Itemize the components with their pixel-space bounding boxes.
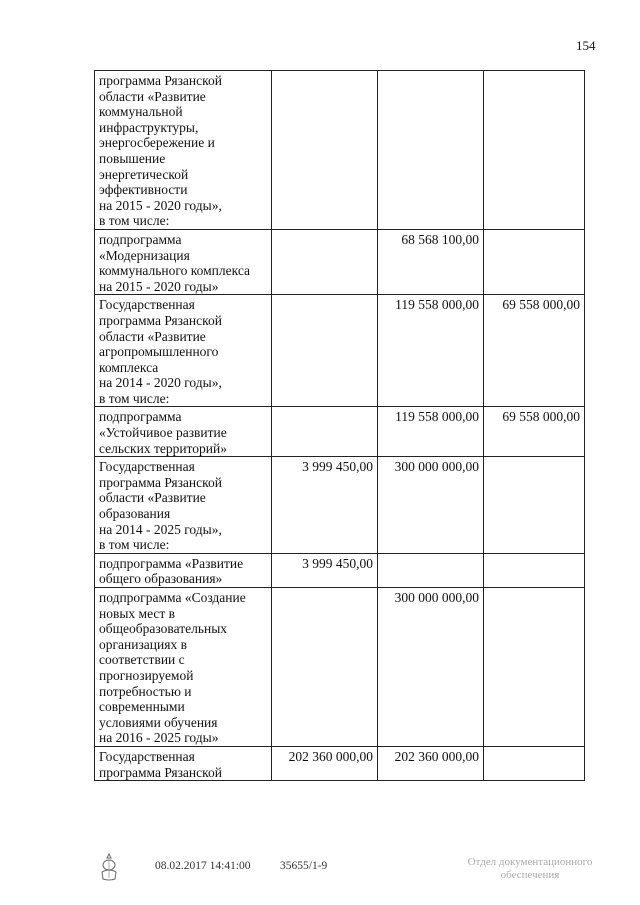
footer-stamp — [455, 856, 605, 882]
program-name-cell: подпрограмма «Создание новых мест в общеобразовательных организациях в соответствии с прогнозируемой потребностью и современными условиями обучения на 2016 - 2025 годы» — [95, 588, 272, 747]
table-row — [95, 553, 585, 587]
amount-cell-2 — [378, 553, 484, 587]
program-name-cell: Государственная программа Рязанской — [95, 746, 272, 780]
table-row — [95, 407, 585, 457]
program-name-cell: Государственная программа Рязанской области «Развитие образования на 2014 - 2025 годы», в том числе: — [95, 457, 272, 554]
program-name-cell: программа Рязанской области «Развитие коммунальной инфраструктуры, энергосбережение и повышение энергетической эффективности на 2015 - 2020 годы», в том числе: — [95, 71, 272, 230]
amount-cell-1 — [272, 71, 378, 230]
amount-cell-1: 3 999 450,00 — [272, 553, 378, 587]
amount-cell-3 — [484, 457, 585, 554]
program-name-cell: подпрограмма «Развитие общего образования» — [95, 553, 272, 587]
amount-cell-1 — [272, 588, 378, 747]
amount-cell-1 — [272, 295, 378, 407]
amount-cell-3: 69 558 000,00 — [484, 295, 585, 407]
table-row — [95, 295, 585, 407]
amount-cell-3 — [484, 588, 585, 747]
amount-cell-2: 68 568 100,00 — [378, 229, 484, 294]
table-row — [95, 457, 585, 554]
program-name-cell: подпрограмма «Модернизация коммунального комплекса на 2015 - 2020 годы» — [95, 229, 272, 294]
amount-cell-2: 202 360 000,00 — [378, 746, 484, 780]
amount-cell-1: 3 999 450,00 — [272, 457, 378, 554]
program-name-cell: подпрограмма «Устойчивое развитие сельских территорий» — [95, 407, 272, 457]
amount-cell-3 — [484, 746, 585, 780]
amount-cell-3 — [484, 229, 585, 294]
amount-cell-3 — [484, 553, 585, 587]
amount-cell-2: 119 558 000,00 — [378, 407, 484, 457]
table-row — [95, 588, 585, 747]
amount-cell-1: 202 360 000,00 — [272, 746, 378, 780]
amount-cell-2: 119 558 000,00 — [378, 295, 484, 407]
amount-cell-2 — [378, 71, 484, 230]
emblem-icon — [98, 852, 120, 882]
footer-code: 35655/1-9 — [280, 860, 328, 872]
amount-cell-3 — [484, 71, 585, 230]
amount-cell-1 — [272, 229, 378, 294]
amount-cell-3: 69 558 000,00 — [484, 407, 585, 457]
table-row — [95, 71, 585, 230]
amount-cell-1 — [272, 407, 378, 457]
footer-date: 08.02.2017 14:41:00 — [155, 860, 251, 872]
budget-table — [94, 70, 585, 781]
amount-cell-2: 300 000 000,00 — [378, 457, 484, 554]
program-name-cell: Государственная программа Рязанской области «Развитие агропромышленного комплекса на 2014 - 2020 годы», в том числе: — [95, 295, 272, 407]
page-number: 154 — [576, 38, 596, 53]
footer-stamp-line2: обеспечения — [500, 869, 560, 881]
table-row — [95, 746, 585, 780]
amount-cell-2: 300 000 000,00 — [378, 588, 484, 747]
footer-stamp-line1: Отдел документационного — [467, 856, 593, 868]
table-row — [95, 229, 585, 294]
